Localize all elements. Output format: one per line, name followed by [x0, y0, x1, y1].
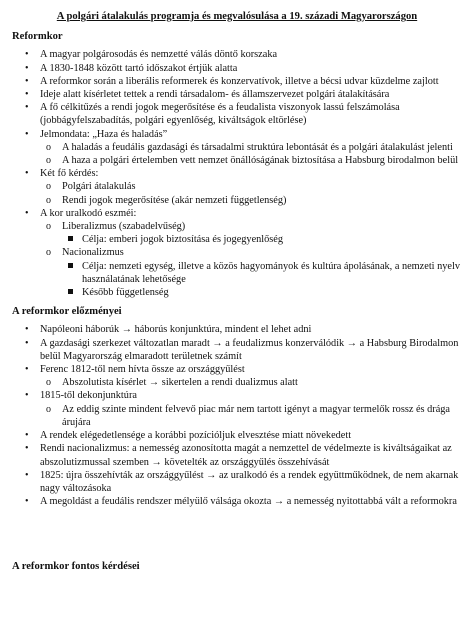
list-item-text: Rendi jogok megerősítése (akár nemzeti függetlenség)	[62, 194, 287, 206]
bullet-circle-icon: o	[46, 247, 51, 259]
list-item	[12, 389, 462, 429]
bullet-dot-icon: •	[25, 337, 29, 349]
list-item-text: A megoldást a feudális rendszer mélyülő válsága okozta → a nemesség nyitottabbá vált a reformokra	[40, 496, 457, 508]
section-heading: Reformkor	[12, 31, 63, 43]
list-item-text: Napóleoni háborúk → háborús konjunktúra, mindent el lehet adni	[40, 324, 312, 336]
bullet-dot-icon: •	[25, 89, 29, 101]
bullet-list-level-3	[62, 260, 462, 300]
bullet-square-icon	[68, 289, 73, 294]
list-item	[12, 495, 462, 508]
list-item-text: 1815-től dekonjunktúra	[40, 390, 137, 402]
bullet-dot-icon: •	[25, 364, 29, 376]
list-item-text: A magyar polgárosodás és nemzetté válás döntő korszaka	[40, 49, 278, 61]
list-item	[40, 403, 462, 429]
list-item-text: Két fő kérdés:	[40, 168, 99, 180]
bullet-circle-icon: o	[46, 221, 51, 233]
bullet-list-level-2	[40, 180, 462, 206]
list-item-text: Ferenc 1812-től nem hívta össze az országgyűlést	[40, 364, 245, 376]
list-item-text: Nacionalizmus	[62, 247, 124, 259]
bullet-dot-icon: •	[25, 496, 29, 508]
list-item-text: Célja: emberi jogok biztosítása és jogegyenlőség	[82, 234, 284, 246]
bullet-circle-icon: o	[46, 181, 51, 193]
list-item	[12, 62, 462, 75]
list-item-text: A 1830-1848 között tartó időszakot értjük alatta	[40, 62, 238, 74]
list-item-text: A haladás a feudális gazdasági és társadalmi struktúra lebontását és a polgári átalakulást jelenti	[62, 141, 453, 153]
list-item	[62, 260, 462, 286]
list-item-text: A haza a polgári értelemben vett nemzet önállóságának biztosítása a Habsburg birodalmon belül	[62, 155, 459, 167]
list-item	[12, 469, 462, 495]
list-item	[62, 286, 462, 299]
list-item-text: Később függetlenség	[82, 287, 169, 299]
bullet-dot-icon: •	[25, 390, 29, 402]
list-item	[12, 167, 462, 207]
document-body	[12, 30, 462, 573]
list-item-text: Jelmondata: „Haza és haladás”	[40, 128, 168, 140]
document-section	[12, 560, 462, 573]
list-item-text: A reformkor során a liberális reformerek és konzervatívok, illetve a bécsi udvar küzdelme zajlott	[40, 75, 439, 87]
list-item	[12, 207, 462, 299]
section-heading: A reformkor előzményei	[12, 306, 122, 318]
bullet-list-level-1	[12, 323, 462, 508]
list-item-text: Célja: nemzeti egység, illetve a közös hagyományok és kultúra ápolásának, a nemzeti nyelv használatának lehetősége	[82, 260, 460, 285]
bullet-list-level-3	[62, 233, 462, 246]
bullet-dot-icon: •	[25, 443, 29, 455]
bullet-dot-icon: •	[25, 430, 29, 442]
list-item	[12, 363, 462, 389]
list-item	[40, 246, 462, 299]
list-item	[40, 376, 462, 389]
list-item-text: A fő célkitűzés a rendi jogok megerősítése és a feudalista viszonyok lassú felszámolása (jobbágyfelszabadítás, polgári egyenlőség, kiváltságok eltörlése)	[40, 102, 400, 127]
bullet-dot-icon: •	[25, 207, 29, 219]
list-item	[12, 429, 462, 442]
list-item-text: A gazdasági szerkezet változatlan maradt → a feudalizmus konzerválódik → a Habsburg Birodalmon belül Magyarország elmaradott területnek számít	[40, 337, 459, 362]
bullet-circle-icon: o	[46, 377, 51, 389]
bullet-dot-icon: •	[25, 324, 29, 336]
list-item	[40, 194, 462, 207]
bullet-dot-icon: •	[25, 128, 29, 140]
page-title: A polgári átalakulás programja és megvalósulása a 19. századi Magyarországon	[56, 11, 418, 22]
bullet-list-level-2	[40, 141, 462, 167]
list-item	[62, 233, 462, 246]
section-heading: A reformkor fontos kérdései	[12, 561, 140, 573]
list-item	[12, 48, 462, 61]
bullet-list-level-1	[12, 48, 462, 299]
list-item	[40, 180, 462, 193]
bullet-dot-icon: •	[25, 75, 29, 87]
bullet-square-icon	[68, 263, 73, 268]
list-item-text: Ideje alatt kísérletet tettek a rendi társadalom- és államszervezet polgári átalakítására	[40, 89, 390, 101]
document-section	[12, 30, 462, 299]
list-item	[12, 442, 462, 468]
list-item-text: Az eddig szinte mindent felvevő piac már nem tartott igényt a magyar termelők rossz és drága árujára	[62, 403, 450, 428]
list-item-text: A kor uralkodó eszméi:	[40, 207, 137, 219]
bullet-list-level-2	[40, 376, 462, 389]
bullet-circle-icon: o	[46, 194, 51, 206]
bullet-circle-icon: o	[46, 155, 51, 167]
list-item-text: Liberalizmus (szabadelvűség)	[62, 221, 186, 233]
list-item	[12, 323, 462, 336]
list-item	[12, 88, 462, 101]
list-item	[12, 101, 462, 127]
list-item-text: Polgári átalakulás	[62, 181, 136, 193]
bullet-circle-icon: o	[46, 403, 51, 415]
bullet-list-level-2	[40, 403, 462, 429]
list-item	[12, 75, 462, 88]
list-item	[12, 128, 462, 168]
list-item-text: 1825: újra összehívták az országgyűlést → az uralkodó és a rendek együttműködnek, de nem akarnak nagy változásoka	[40, 469, 459, 494]
list-item-text: Abszolutista kísérlet → sikertelen a rendi dualizmus alatt	[62, 377, 298, 389]
bullet-dot-icon: •	[25, 469, 29, 481]
bullet-dot-icon: •	[25, 49, 29, 61]
list-item	[40, 220, 462, 246]
bullet-dot-icon: •	[25, 62, 29, 74]
bullet-dot-icon: •	[25, 168, 29, 180]
list-item	[40, 154, 462, 167]
document-section	[12, 305, 462, 508]
list-item-text: Rendi nacionalizmus: a nemesség azonosította magát a nemzettel de védelmezte is kiváltságaikat az abszolutizmussal szemben → követelték az országgyűlés összehívását	[40, 443, 452, 468]
bullet-square-icon	[68, 236, 73, 241]
bullet-circle-icon: o	[46, 141, 51, 153]
list-item	[40, 141, 462, 154]
bullet-list-level-2	[40, 220, 462, 299]
list-item	[12, 337, 462, 363]
bullet-dot-icon: •	[25, 102, 29, 114]
list-item-text: A rendek elégedetlensége a korábbi pozícióljuk elvesztése miatt növekedett	[40, 430, 352, 442]
